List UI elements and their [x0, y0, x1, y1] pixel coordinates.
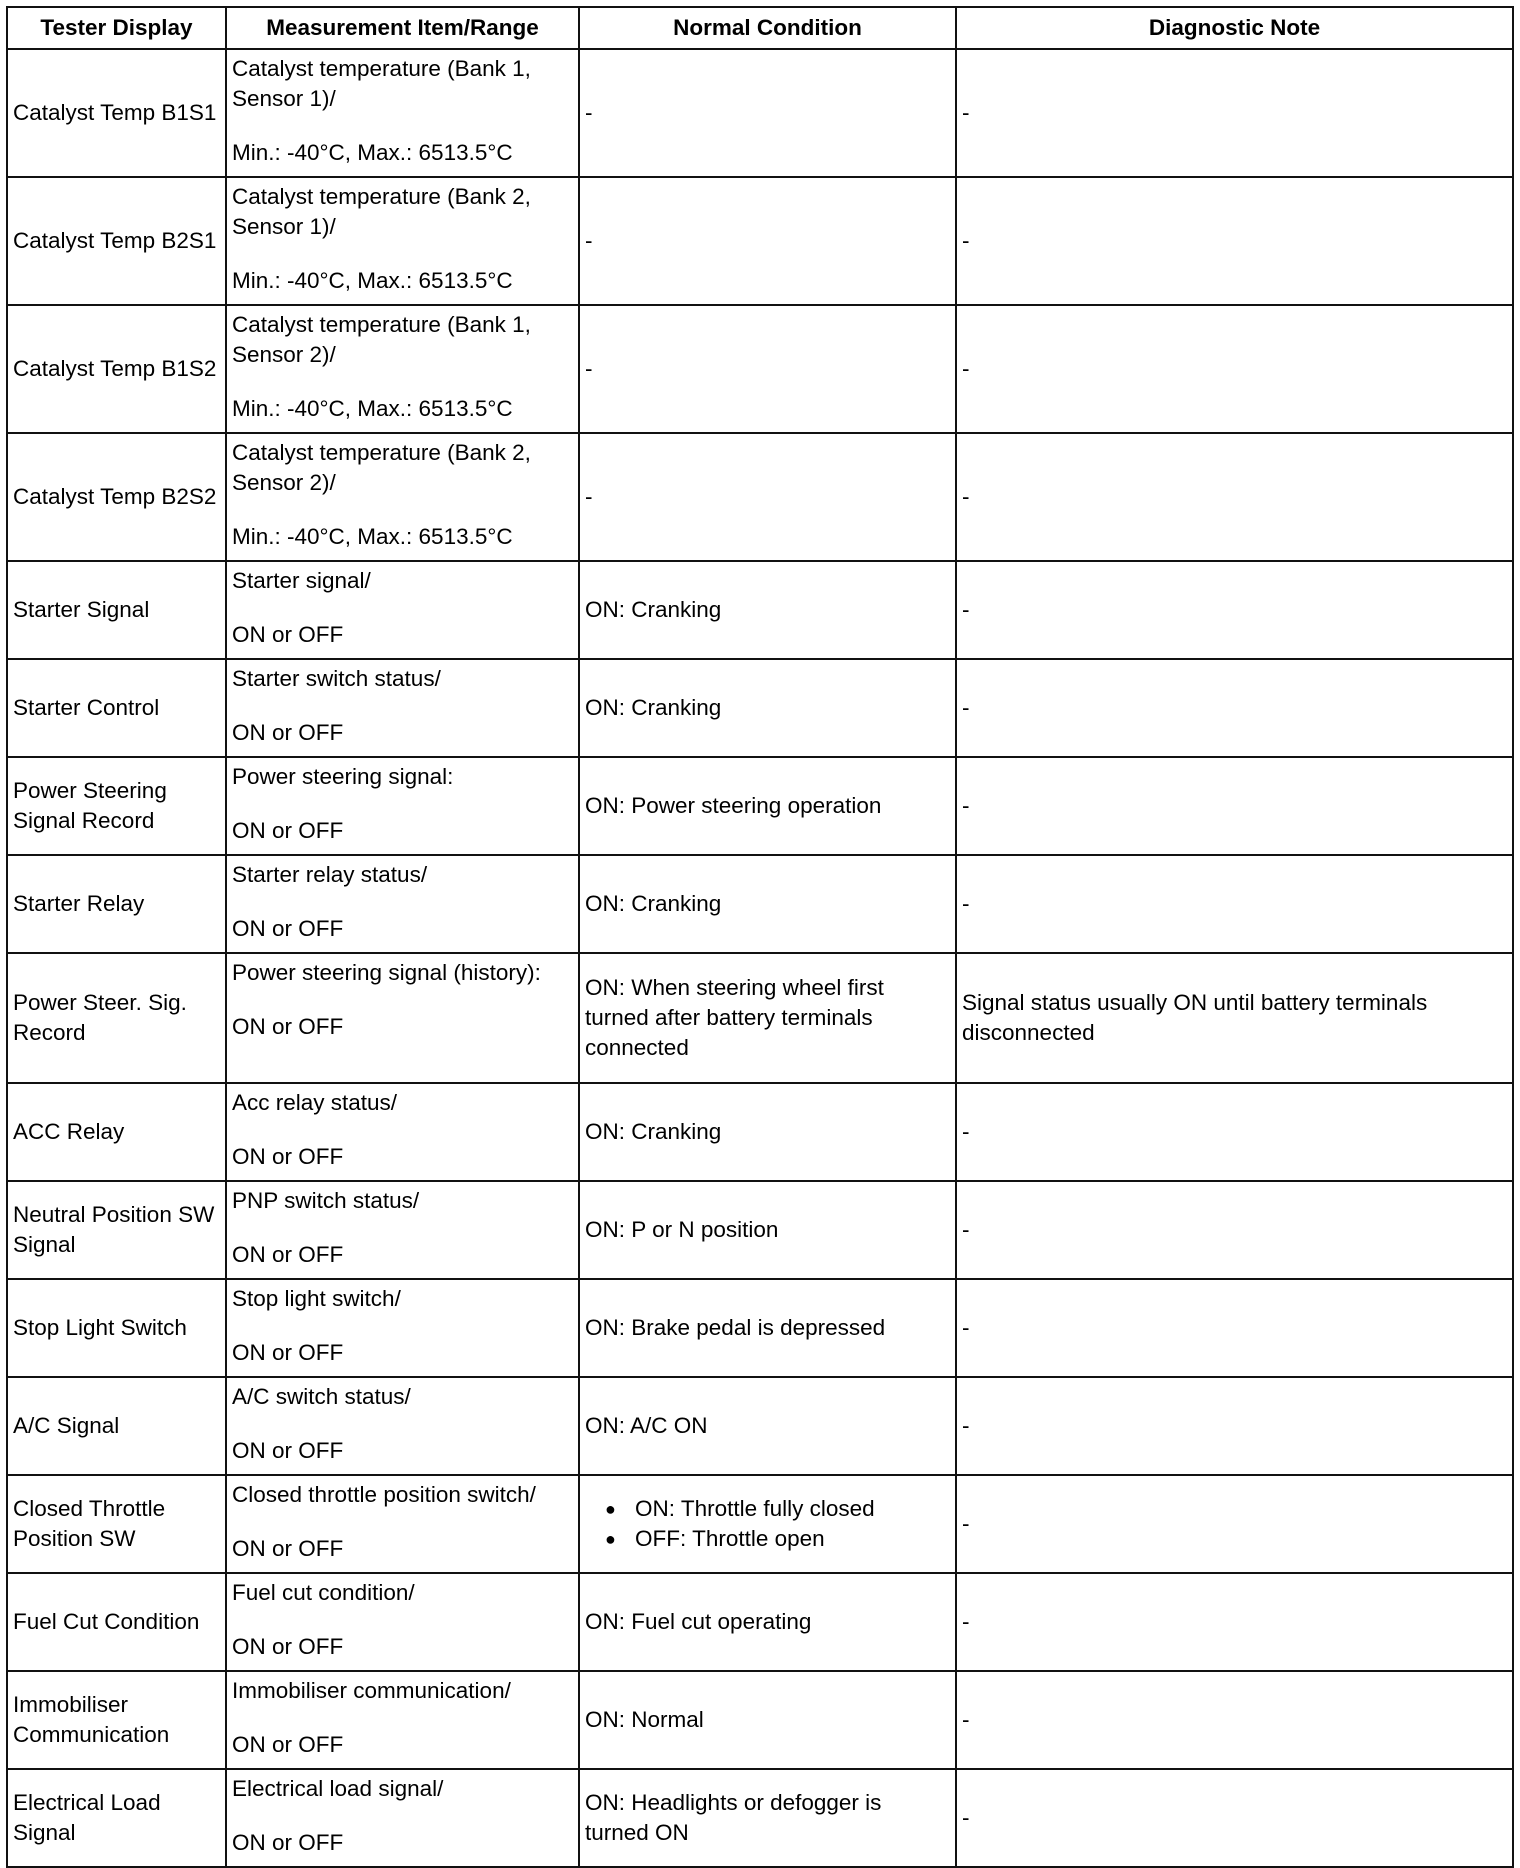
measurement-range-text: ON or OFF: [232, 1438, 344, 1463]
table-row: [7, 49, 1513, 177]
line-spacer: [232, 498, 573, 522]
table-row: [7, 1769, 1513, 1867]
measurement-item-text: A/C switch status/: [232, 1384, 411, 1409]
measurement-item-text: Stop light switch/: [232, 1286, 401, 1311]
measurement-item-cell: [226, 433, 579, 561]
normal-condition-cell: ON: Cranking: [579, 561, 956, 659]
normal-condition-cell: -: [579, 305, 956, 433]
line-spacer: [232, 1118, 573, 1142]
line-spacer: [232, 1412, 573, 1436]
table-row: [7, 1279, 1513, 1377]
tester-display-cell: A/C Signal: [7, 1377, 226, 1475]
normal-condition-cell: ON: Normal: [579, 1671, 956, 1769]
measurement-item-text: Catalyst temperature (Bank 1, Sensor 2)/: [232, 312, 531, 367]
tester-display-cell: Fuel Cut Condition: [7, 1573, 226, 1671]
diagnostic-note-cell: -: [956, 1377, 1513, 1475]
measurement-range-text: ON or OFF: [232, 622, 344, 647]
measurement-range-text: ON or OFF: [232, 1732, 344, 1757]
measurement-item-cell: [226, 1475, 579, 1573]
diagnostic-note-cell: -: [956, 757, 1513, 855]
measurement-range-text: ON or OFF: [232, 1144, 344, 1169]
normal-condition-cell: ON: When steering wheel first turned after battery terminals connected: [579, 953, 956, 1083]
tester-display-cell: Immobiliser Communication: [7, 1671, 226, 1769]
tester-display-cell: ACC Relay: [7, 1083, 226, 1181]
table-row: [7, 1573, 1513, 1671]
table-row: [7, 305, 1513, 433]
measurement-range-text: ON or OFF: [232, 818, 344, 843]
column-header-diagnostic-note: Diagnostic Note: [956, 7, 1513, 49]
table-row: [7, 855, 1513, 953]
diagnostic-note-cell: -: [956, 49, 1513, 177]
diagnostic-note-cell: -: [956, 433, 1513, 561]
line-spacer: [232, 1216, 573, 1240]
line-spacer: [232, 988, 573, 1012]
tester-display-cell: Catalyst Temp B1S2: [7, 305, 226, 433]
table-header: [7, 7, 1513, 49]
measurement-range-text: Min.: -40°C, Max.: 6513.5°C: [232, 140, 513, 165]
data-list-sheet: [6, 6, 1512, 1868]
column-header-normal-condition: Normal Condition: [579, 7, 956, 49]
table-row: [7, 757, 1513, 855]
measurement-item-text: Catalyst temperature (Bank 1, Sensor 1)/: [232, 56, 531, 111]
table-row: [7, 561, 1513, 659]
normal-condition-cell: -: [579, 433, 956, 561]
line-spacer: [232, 792, 573, 816]
normal-condition-cell: ON: Headlights or defogger is turned ON: [579, 1769, 956, 1867]
diagnostic-note-cell: -: [956, 305, 1513, 433]
table-body: [7, 49, 1513, 1867]
tester-display-cell: Closed Throttle Position SW: [7, 1475, 226, 1573]
measurement-item-cell: [226, 1769, 579, 1867]
measurement-range-text: ON or OFF: [232, 1634, 344, 1659]
normal-condition-cell: ON: Fuel cut operating: [579, 1573, 956, 1671]
measurement-range-text: Min.: -40°C, Max.: 6513.5°C: [232, 396, 513, 421]
tester-display-cell: Catalyst Temp B1S1: [7, 49, 226, 177]
diagnostic-note-cell: -: [956, 1769, 1513, 1867]
tester-display-cell: Catalyst Temp B2S2: [7, 433, 226, 561]
diagnostic-note-cell: -: [956, 561, 1513, 659]
normal-condition-cell: ON: P or N position: [579, 1181, 956, 1279]
measurement-item-cell: [226, 1083, 579, 1181]
measurement-item-text: Fuel cut condition/: [232, 1580, 415, 1605]
tester-display-cell: Neutral Position SW Signal: [7, 1181, 226, 1279]
measurement-item-cell: [226, 1671, 579, 1769]
measurement-item-text: Power steering signal:: [232, 764, 454, 789]
measurement-item-cell: [226, 49, 579, 177]
tester-display-cell: Power Steering Signal Record: [7, 757, 226, 855]
column-header-measurement-item: Measurement Item/Range: [226, 7, 579, 49]
measurement-range-text: ON or OFF: [232, 916, 344, 941]
tester-display-cell: Stop Light Switch: [7, 1279, 226, 1377]
normal-condition-cell: ON: A/C ON: [579, 1377, 956, 1475]
table-row: [7, 177, 1513, 305]
measurement-item-cell: [226, 1573, 579, 1671]
diagnostic-note-cell: -: [956, 659, 1513, 757]
measurement-item-text: Catalyst temperature (Bank 2, Sensor 2)/: [232, 440, 531, 495]
measurement-item-text: Starter relay status/: [232, 862, 428, 887]
diagnostic-note-cell: -: [956, 1475, 1513, 1573]
table-row: [7, 433, 1513, 561]
measurement-item-text: Electrical load signal/: [232, 1776, 444, 1801]
line-spacer: [232, 114, 573, 138]
measurement-range-text: Min.: -40°C, Max.: 6513.5°C: [232, 268, 513, 293]
measurement-range-text: Min.: -40°C, Max.: 6513.5°C: [232, 524, 513, 549]
line-spacer: [232, 1804, 573, 1828]
measurement-item-cell: [226, 561, 579, 659]
diagnostic-note-cell: -: [956, 1671, 1513, 1769]
diagnostic-note-cell: -: [956, 177, 1513, 305]
measurement-range-text: ON or OFF: [232, 1340, 344, 1365]
tester-display-cell: Starter Signal: [7, 561, 226, 659]
line-spacer: [232, 370, 573, 394]
normal-condition-cell: ON: Cranking: [579, 855, 956, 953]
normal-condition-cell: -: [579, 49, 956, 177]
measurement-item-text: Power steering signal (history):: [232, 960, 541, 985]
tester-display-cell: Power Steer. Sig. Record: [7, 953, 226, 1083]
normal-condition-cell: -: [579, 177, 956, 305]
diagnostic-note-cell: -: [956, 1083, 1513, 1181]
table-row: [7, 953, 1513, 1083]
table-row: [7, 659, 1513, 757]
measurement-item-text: Starter switch status/: [232, 666, 441, 691]
normal-condition-cell: ON: Cranking: [579, 659, 956, 757]
measurement-item-cell: [226, 953, 579, 1083]
table-row: [7, 1181, 1513, 1279]
diagnostic-note-cell: -: [956, 1279, 1513, 1377]
measurement-item-text: Closed throttle position switch/: [232, 1482, 536, 1507]
diagnostic-note-cell: -: [956, 855, 1513, 953]
measurement-item-cell: [226, 659, 579, 757]
tester-display-cell: Starter Control: [7, 659, 226, 757]
line-spacer: [232, 1314, 573, 1338]
measurement-item-cell: [226, 1377, 579, 1475]
table-row: [7, 1377, 1513, 1475]
measurement-range-text: ON or OFF: [232, 1536, 344, 1561]
normal-condition-list-item: ● OFF: Throttle open: [635, 1524, 950, 1554]
header-row: [7, 7, 1513, 49]
measurement-item-cell: [226, 1279, 579, 1377]
measurement-item-text: Starter signal/: [232, 568, 371, 593]
line-spacer: [232, 1706, 573, 1730]
measurement-range-text: ON or OFF: [232, 1830, 344, 1855]
line-spacer: [232, 694, 573, 718]
normal-condition-cell: ON: Cranking: [579, 1083, 956, 1181]
table-row: [7, 1475, 1513, 1573]
tester-display-cell: Starter Relay: [7, 855, 226, 953]
normal-condition-cell: [579, 1475, 956, 1573]
line-spacer: [232, 1510, 573, 1534]
measurement-item-cell: [226, 757, 579, 855]
measurement-range-text: ON or OFF: [232, 1242, 344, 1267]
tester-display-cell: Catalyst Temp B2S1: [7, 177, 226, 305]
tester-display-cell: Electrical Load Signal: [7, 1769, 226, 1867]
column-header-tester-display: Tester Display: [7, 7, 226, 49]
table-row: [7, 1083, 1513, 1181]
diagnostic-note-cell: -: [956, 1181, 1513, 1279]
line-spacer: [232, 1608, 573, 1632]
data-list-table: [6, 6, 1514, 1868]
measurement-item-cell: [226, 305, 579, 433]
measurement-range-text: ON or OFF: [232, 1014, 344, 1039]
measurement-item-cell: [226, 177, 579, 305]
normal-condition-list-item: ● ON: Throttle fully closed: [635, 1494, 950, 1524]
normal-condition-list: [585, 1494, 950, 1554]
line-spacer: [232, 890, 573, 914]
normal-condition-cell: ON: Power steering operation: [579, 757, 956, 855]
measurement-item-text: Catalyst temperature (Bank 2, Sensor 1)/: [232, 184, 531, 239]
measurement-item-text: PNP switch status/: [232, 1188, 420, 1213]
diagnostic-note-cell: -: [956, 1573, 1513, 1671]
diagnostic-note-cell: Signal status usually ON until battery terminals disconnected: [956, 953, 1513, 1083]
measurement-item-text: Immobiliser communication/: [232, 1678, 511, 1703]
normal-condition-cell: ON: Brake pedal is depressed: [579, 1279, 956, 1377]
measurement-item-text: Acc relay status/: [232, 1090, 398, 1115]
measurement-item-cell: [226, 855, 579, 953]
line-spacer: [232, 242, 573, 266]
measurement-item-cell: [226, 1181, 579, 1279]
line-spacer: [232, 596, 573, 620]
measurement-range-text: ON or OFF: [232, 720, 344, 745]
table-row: [7, 1671, 1513, 1769]
